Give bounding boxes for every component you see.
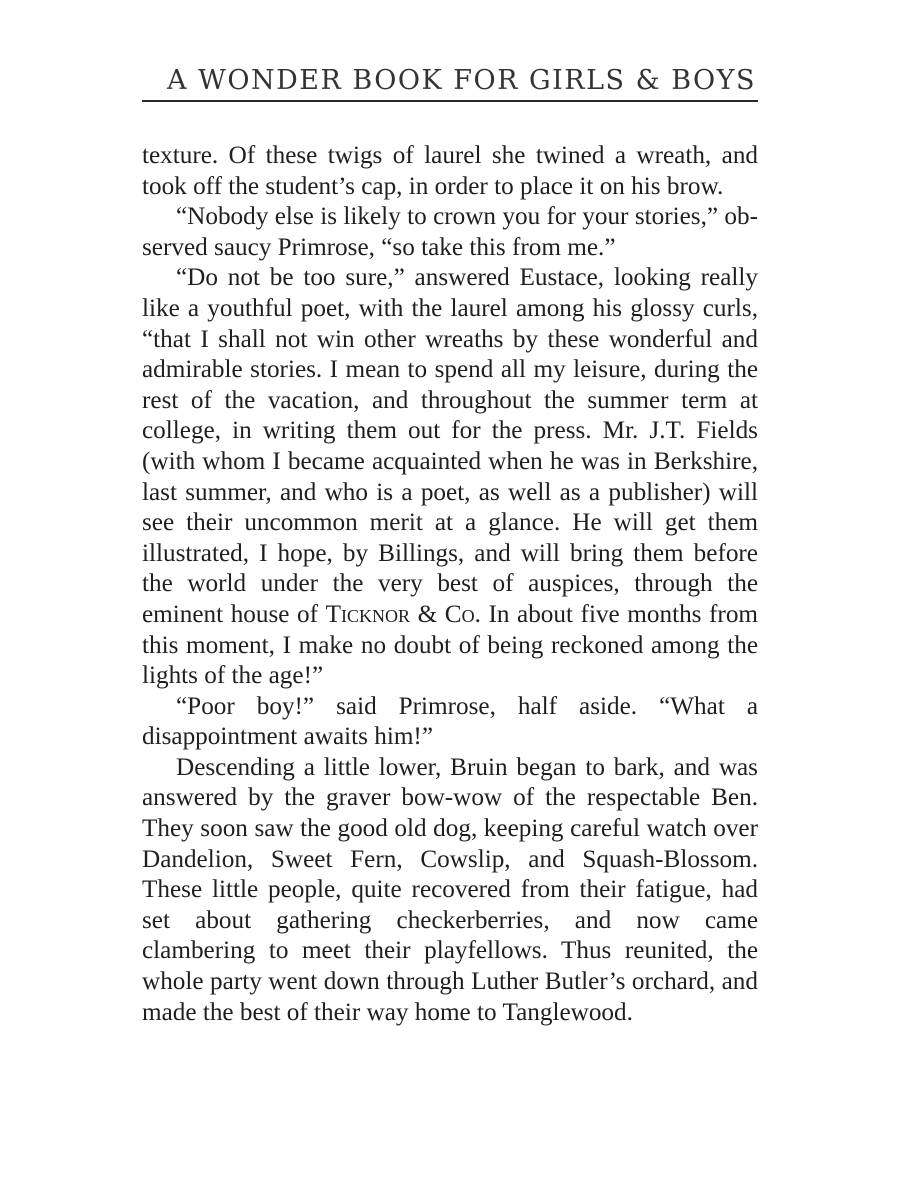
eustace-reply-end: In about five months from this moment, I make no doubt of being reckoned among the lights of the age!” [142, 600, 759, 690]
paragraph-poor-boy: “Poor boy!” said Primrose, half aside. “What a disappointment awaits him!” [142, 692, 758, 751]
paragraph-eustace-reply [142, 263, 758, 691]
paragraph-continued: texture. Of these twigs of laurel she twined a wreath, and took off the student’s cap, in order to place it on his brow. [142, 142, 758, 200]
book-page [142, 62, 758, 1028]
paragraph-descending: Descending a little lower, Bruin began to bark, and was answered by the graver bow-wow of the respectable Ben. They soon saw the good old dog, keeping careful watch over Dandelion, Sweet Fern, Cowslip, and Squash-Blossom. These little people, quite recovered from their fatigue, had set about gathering checkerberries, and now came clambering to meet their playfellows. Thus reunited, the whole party went down through Luther Butler’s orchard, and made the best of their way home to Tanglewood. [142, 753, 758, 1026]
paragraph-primrose-crown: “Nobody else is likely to crown you for your stories,” observed saucy Primrose, “so take this from me.” [142, 203, 758, 261]
eustace-reply-text: “Do not be too sure,” answered Eustace, looking really like a youthful poet, with the laurel among his glossy curls, “that I shall not win other wreaths by these wonderful and admirable stories. I mean to spend all my leisure, during the rest of the vacation, and throughout the summer term at college, in writing them out for the press. Mr. J.T. Fields (with whom I became acquainted when he was in Berkshire, last summer, and who is a poet, as well as a publisher) will see their uncommon merit at a glance. He will get them illustrated, I hope, by Billings, and will bring them before the world under the very best of auspices, through the eminent house of [142, 264, 758, 628]
header-rule [142, 100, 758, 102]
body-text [142, 141, 758, 1028]
running-head-title: A WONDER BOOK FOR GIRLS & BOYS [167, 65, 756, 96]
publisher-name: Ticknor & Co. [325, 600, 481, 628]
